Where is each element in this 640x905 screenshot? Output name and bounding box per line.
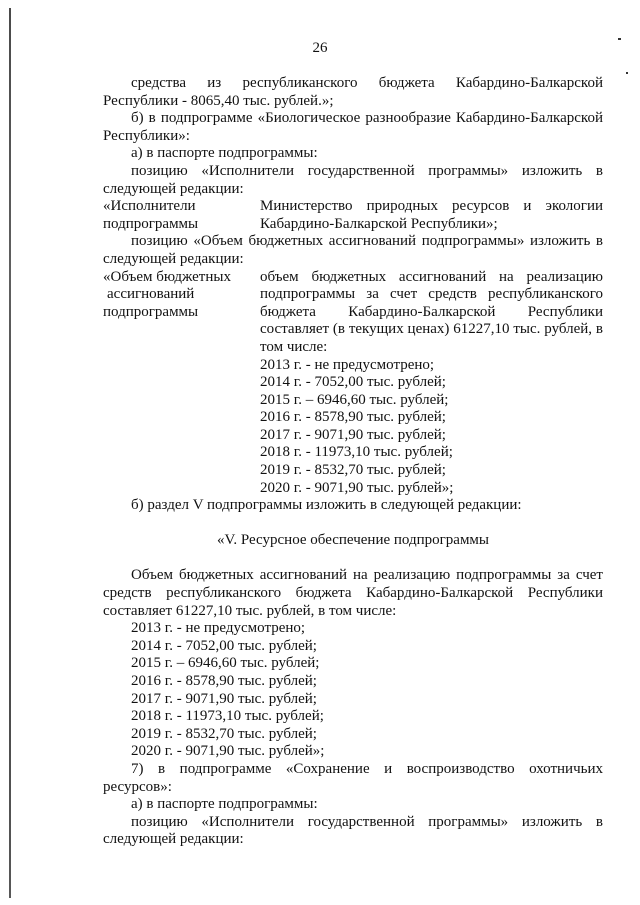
text-line: средства из республиканского бюджета Кабардино-Балкарской (131, 75, 603, 91)
text-line: следующей редакции: (103, 831, 244, 848)
year-line: 2016 г. - 8578,90 тыс. рублей; (131, 673, 317, 689)
budget-value: бюджета Кабардино-Балкарской Республики (260, 303, 603, 320)
scan-speck (626, 72, 628, 74)
text-line: б) раздел V подпрограммы изложить в следующей редакции: (131, 497, 522, 514)
year-line: 2019 г. - 8532,70 тыс. рублей; (131, 725, 317, 742)
budget-value: объем бюджетных ассигнований на реализацию (260, 268, 603, 285)
budget-year-line: 2018 г. - 11973,10 тыс. рублей; (260, 444, 453, 461)
page-number: 26 (312, 40, 328, 56)
budget-year-line: 2016 г. - 8578,90 тыс. рублей; (260, 409, 446, 426)
budget-year-line: 2013 г. - не предусмотрено; (260, 356, 435, 373)
budget-passport-row (103, 269, 603, 498)
executors-label: подпрограммы (103, 215, 199, 232)
text-line: позицию «Объем бюджетных ассигнований подпрограммы» изложить в (131, 233, 603, 250)
executors-value: Министерство природных ресурсов и экологии (260, 198, 603, 215)
year-line: 2014 г. - 7052,00 тыс. рублей; (131, 637, 317, 654)
budget-year-line: 2019 г. - 8532,70 тыс. рублей; (260, 462, 446, 479)
budget-label: подпрограммы (103, 303, 199, 320)
budget-year-line: 2017 г. - 9071,90 тыс. рублей; (260, 426, 446, 443)
budget-value: подпрограммы за счет средств республиканского (260, 286, 603, 303)
year-line: 2013 г. - не предусмотрено; (131, 620, 306, 637)
year-line: 2015 г. – 6946,60 тыс. рублей; (131, 655, 320, 672)
year-line: 2017 г. - 9071,90 тыс. рублей; (131, 690, 317, 707)
executors-value: Кабардино-Балкарской Республики»; (260, 215, 498, 232)
text-line: позицию «Исполнители государственной программы» изложить в (131, 813, 603, 830)
text-line: следующей редакции: (103, 250, 244, 267)
text-line: б) в подпрограмме «Биологическое разнообразие Кабардино-Балкарской (131, 110, 603, 127)
text-line: а) в паспорте подпрограммы: (131, 145, 318, 162)
budget-label: «Объем бюджетных (103, 268, 231, 285)
section-years-list (103, 620, 603, 761)
text-line: Объем бюджетных ассигнований на реализацию подпрограммы за счет (131, 567, 603, 584)
scan-margin-line (9, 8, 11, 898)
executors-passport-row (103, 198, 603, 233)
text-line: средств республиканского бюджета Кабардино-Балкарской Республики (103, 585, 603, 602)
budget-value: том числе: (260, 338, 328, 355)
budget-value: составляет (в текущих ценах) 61227,10 тыс. рублей, в (260, 321, 603, 338)
document-body (103, 75, 603, 849)
budget-year-line: 2020 г. - 9071,90 тыс. рублей»; (260, 479, 454, 496)
year-line: 2020 г. - 9071,90 тыс. рублей»; (131, 743, 325, 760)
text-line: ресурсов»: (103, 778, 172, 795)
text-line: 7) в подпрограмме «Сохранение и воспроизводство охотничьих (131, 760, 603, 777)
text-line: позицию «Исполнители государственной программы» изложить в (131, 162, 603, 179)
text-line: Республики - 8065,40 тыс. рублей.»; (103, 92, 334, 109)
text-line: а) в паспорте подпрограммы: (131, 796, 318, 813)
year-line: 2018 г. - 11973,10 тыс. рублей; (131, 708, 324, 725)
budget-year-line: 2014 г. - 7052,00 тыс. рублей; (260, 374, 446, 391)
text-line: Республики»: (103, 127, 190, 144)
budget-year-line: 2015 г. – 6946,60 тыс. рублей; (260, 391, 449, 408)
section-heading: «V. Ресурсное обеспечение подпрограммы (216, 531, 490, 548)
budget-label: ассигнований (107, 286, 195, 303)
text-line: следующей редакции: (103, 180, 244, 197)
executors-label: «Исполнители (103, 198, 196, 215)
text-line: составляет 61227,10 тыс. рублей, в том числе: (103, 602, 397, 619)
